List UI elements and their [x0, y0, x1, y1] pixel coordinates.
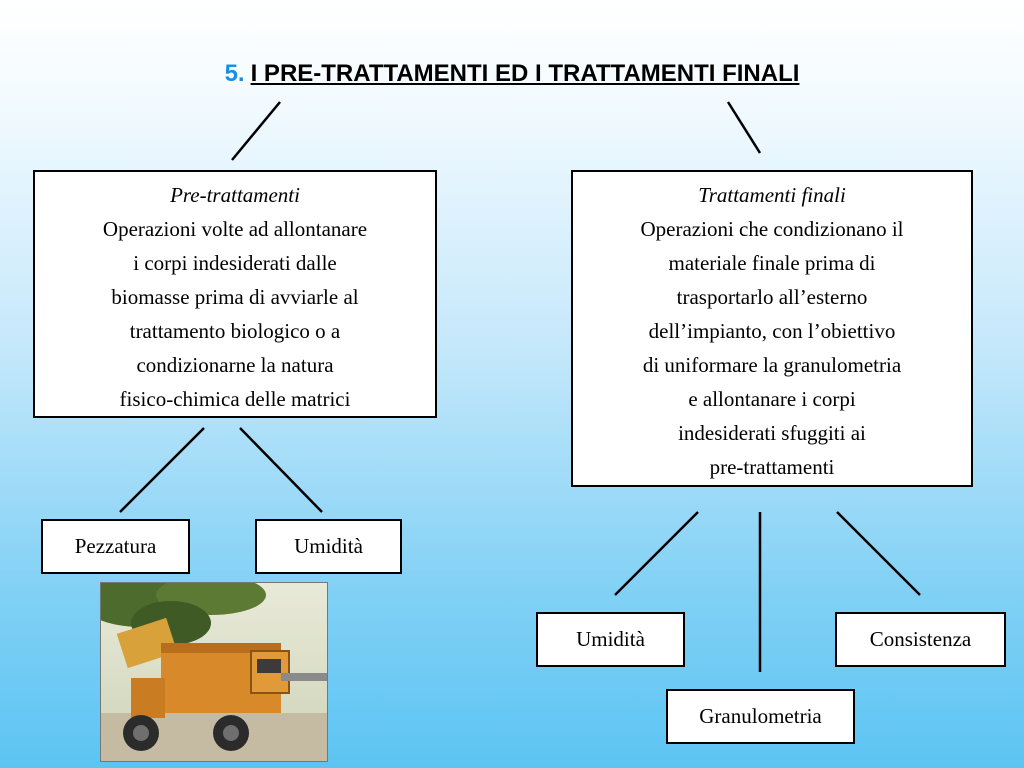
leaf-consistenza: Consistenza: [835, 612, 1006, 667]
connector-pre-to-umidita: [240, 428, 322, 512]
pre-trattamenti-line: condizionarne la natura: [136, 353, 334, 377]
title-number: 5.: [224, 60, 245, 87]
shredder-machine-photo: [100, 582, 328, 762]
connector-final-to-consistenza: [837, 512, 920, 595]
trattamenti-finali-box: [571, 170, 973, 487]
title-text: I PRE-TRATTAMENTI ED I TRATTAMENTI FINALI: [250, 60, 800, 87]
trattamenti-finali-line: di uniformare la granulometria: [642, 353, 902, 377]
trattamenti-finali-line: materiale finale prima di: [668, 251, 876, 275]
connector-final-to-umidita: [615, 512, 698, 595]
pre-trattamenti-line: trattamento biologico o a: [129, 319, 341, 343]
connector-title-to-final: [728, 102, 760, 153]
trattamenti-finali-line: e allontanare i corpi: [688, 387, 856, 411]
pre-trattamenti-title: Pre-trattamenti: [170, 183, 300, 207]
trattamenti-finali-line: trasportarlo all’esterno: [676, 285, 868, 309]
leaf-pezzatura: Pezzatura: [41, 519, 190, 574]
trattamenti-finali-title: Trattamenti finali: [698, 183, 846, 207]
pre-trattamenti-line: biomasse prima di avviarle al: [111, 285, 359, 309]
shredder-illustration: [101, 583, 328, 762]
leaf-umidita-final: Umidità: [536, 612, 685, 667]
leaf-umidita-pre: Umidità: [255, 519, 402, 574]
trattamenti-finali-line: indesiderati sfuggiti ai: [678, 421, 866, 445]
leaf-granulometria: Granulometria: [666, 689, 855, 744]
connector-title-to-pre: [232, 102, 280, 160]
trattamenti-finali-line: pre-trattamenti: [709, 455, 835, 479]
pre-trattamenti-line: Operazioni volte ad allontanare: [102, 217, 368, 241]
connector-pre-to-pezzatura: [120, 428, 204, 512]
pre-trattamenti-box: [33, 170, 437, 418]
trattamenti-finali-line: dell’impianto, con l’obiettivo: [648, 319, 896, 343]
trattamenti-finali-line: Operazioni che condizionano il: [640, 217, 904, 241]
pre-trattamenti-line: fisico-chimica delle matrici: [119, 387, 351, 411]
pre-trattamenti-line: i corpi indesiderati dalle: [133, 251, 337, 275]
